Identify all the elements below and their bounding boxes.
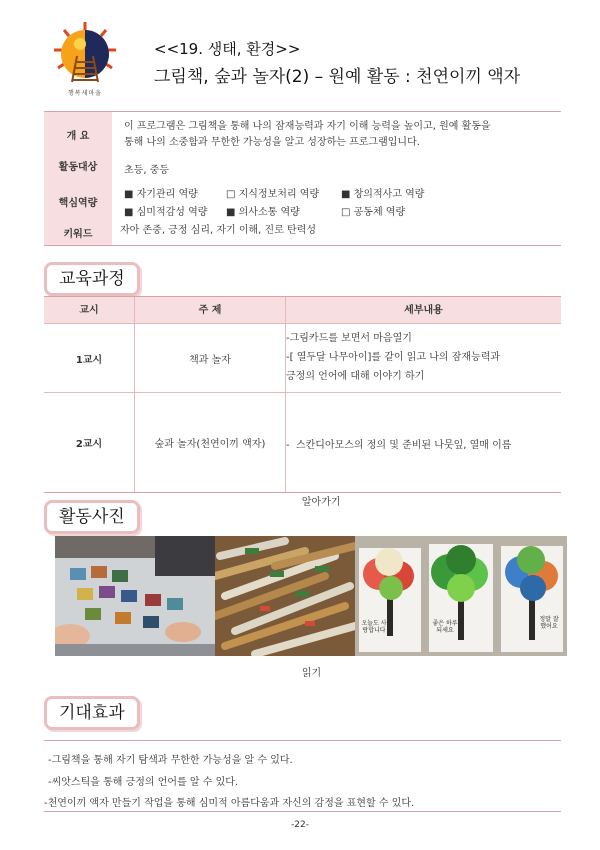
competency-item: ■ 자기관리 역량 [124, 189, 198, 200]
curriculum-header-row [44, 297, 561, 324]
detail-line: - 스칸디아모스의 정의 및 준비된 나뭇잎, 열매 이름 [286, 440, 512, 451]
logo-caption: 행복새마을 [68, 90, 102, 97]
overview-text-line-2: 통해 나의 소중함과 무한한 가능성을 알고 성장하는 프로그램입니다. [124, 137, 420, 148]
detail-line: 읽기 [286, 668, 322, 679]
topic-cell: 숲과 놀자(천연이끼 액자) [134, 393, 286, 492]
photo-seed-sticks [215, 536, 355, 656]
effect-item: -천연이끼 액자 만들기 작업을 통해 심미적 아름다움과 자신의 감정을 표현할 수 있다. [44, 798, 415, 809]
competency-item: ■ 의사소통 역량 [226, 207, 300, 218]
checkbox-icon: ■ [124, 189, 134, 200]
program-summary-table [44, 111, 561, 246]
tree-caption: 좋은 하루 되세요 [432, 620, 458, 634]
page-number: -22- [291, 820, 309, 830]
table-row [44, 324, 561, 393]
keyword-text: 자아 존중, 긍정 심리, 자기 이해, 진로 탄력성 [120, 225, 317, 236]
detail-line: -그림카드를 보면서 마음열기 [286, 333, 412, 344]
overview-label: 개 요 [66, 131, 90, 142]
topic-header: 주 제 [134, 297, 286, 324]
detail-line: 긍정의 언어에 대해 이야기 하기 [286, 371, 425, 382]
keyword-label: 키워드 [63, 229, 93, 240]
expected-effects-box [44, 740, 561, 812]
sun-ladder-logo-icon [50, 20, 120, 88]
competency-item: □ 지식정보처리 역량 [226, 189, 320, 200]
moss-frames-image-icon [355, 536, 567, 656]
tree-caption: 정말 잘 했어요 [539, 616, 559, 630]
competency-item: ■ 창의적사고 역량 [341, 189, 425, 200]
seed-sticks-image-icon [215, 536, 355, 656]
checkbox-icon: ■ [226, 207, 236, 218]
picture-cards-image-icon [55, 536, 215, 656]
detail-line: -[ 열두달 나무아이]를 같이 읽고 나의 잠재능력과 [286, 352, 501, 363]
photos-section-title: 활동사진 [44, 500, 140, 534]
page-title: 그림책, 숲과 놀자(2) – 원예 활동 : 천연이끼 액자 [154, 67, 521, 87]
tree-caption: 오늘도 사랑합니다 [361, 620, 387, 634]
target-text: 초등, 중등 [124, 165, 169, 176]
period-cell: 1교시 [75, 354, 103, 366]
checkbox-icon: ■ [341, 189, 351, 200]
period-cell: 2교시 [75, 439, 103, 450]
program-number: <<19. 생태, 환경>> [154, 40, 301, 58]
checkbox-icon: □ [226, 189, 236, 200]
topic-cell: 책과 놀자 [134, 324, 286, 392]
competency-item: ■ 심미적감성 역량 [124, 207, 208, 218]
detail-line: 알아가기 [286, 497, 341, 508]
overview-text-line-1: 이 프로그램은 그림책을 통해 나의 잠재능력과 자기 이해 능력을 높이고, 원예 활동을 [124, 121, 491, 132]
photo-picture-cards [55, 536, 215, 656]
target-label: 활동대상 [58, 162, 98, 173]
photo-moss-frames [355, 536, 567, 656]
effect-item: -씨앗스틱을 통해 긍정의 언어를 알 수 있다. [48, 777, 239, 788]
effect-item: -그림책을 통해 자기 탐색과 무한한 가능성을 알 수 있다. [48, 755, 293, 766]
competency-item: □ 공동체 역량 [341, 207, 406, 218]
checkbox-icon: ■ [124, 207, 134, 218]
competency-label: 핵심역량 [58, 198, 98, 209]
detail-cell [286, 324, 561, 392]
program-logo [50, 20, 120, 100]
detail-header: 세부내용 [404, 305, 443, 316]
checkbox-icon: □ [341, 207, 351, 218]
effects-section-title: 기대효과 [44, 696, 140, 730]
period-header: 교시 [79, 305, 99, 316]
curriculum-section-title: 교육과정 [44, 262, 140, 296]
activity-photos [55, 536, 567, 656]
